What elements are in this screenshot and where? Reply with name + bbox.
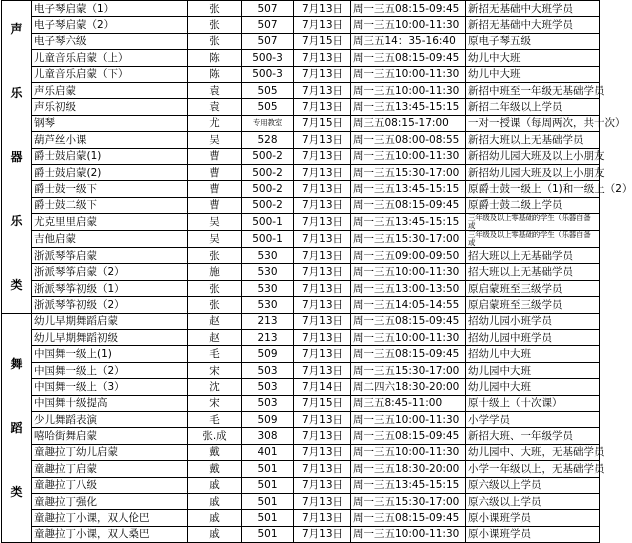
teacher-cell: 曹 xyxy=(188,181,242,197)
teacher-cell: 戚 xyxy=(188,493,242,509)
table-row xyxy=(2,526,600,542)
note-cell: 三年级及以上零基础的学生（乐器自备或 xyxy=(466,214,600,231)
room-cell: 专用教室 xyxy=(242,115,294,131)
course-name: 儿童音乐启蒙（上） xyxy=(32,50,188,66)
table-row xyxy=(2,330,600,346)
room-cell: 500-1 xyxy=(242,231,294,248)
time-cell: 周一三五15:30-17:00 xyxy=(351,164,466,180)
course-name: 中国舞十级提高 xyxy=(32,395,188,411)
room-cell: 530 xyxy=(242,297,294,313)
date-cell: 7月13日 xyxy=(294,66,351,82)
room-cell: 503 xyxy=(242,379,294,395)
date-cell: 7月13日 xyxy=(294,297,351,313)
time-cell: 周一三五13:00-13:50 xyxy=(351,280,466,296)
table-row xyxy=(2,50,600,66)
teacher-cell: 曹 xyxy=(188,164,242,180)
teacher-cell: 张 xyxy=(188,280,242,296)
table-row xyxy=(2,214,600,231)
table-row xyxy=(2,297,600,313)
teacher-cell: 袁 xyxy=(188,82,242,98)
room-cell: 530 xyxy=(242,248,294,264)
time-cell: 周三五8:45-11:00 xyxy=(351,395,466,411)
room-cell: 505 xyxy=(242,82,294,98)
course-name: 爵士鼓启蒙(1) xyxy=(32,148,188,164)
room-cell: 507 xyxy=(242,33,294,49)
time-cell: 周一三五15:30-17:00 xyxy=(351,231,466,248)
date-cell: 7月13日 xyxy=(294,50,351,66)
room-cell: 500-2 xyxy=(242,164,294,180)
date-cell: 7月13日 xyxy=(294,181,351,197)
note-cell: 招大班以上无基础学员 xyxy=(466,264,600,280)
time-cell: 周一三五08:15-09:45 xyxy=(351,197,466,213)
note-cell: 新招二年级以上学员 xyxy=(466,99,600,115)
teacher-cell: 吴 xyxy=(188,214,242,231)
table-row xyxy=(2,493,600,509)
teacher-cell: 张.成 xyxy=(188,428,242,444)
course-name: 浙派琴筝初级（1） xyxy=(32,280,188,296)
teacher-cell: 曹 xyxy=(188,148,242,164)
date-cell: 7月13日 xyxy=(294,197,351,213)
teacher-cell: 戚 xyxy=(188,477,242,493)
course-name: 幼儿早期舞蹈启蒙 xyxy=(32,313,188,329)
note-cell: 小学学员 xyxy=(466,411,600,427)
note-cell: 新招中班至一年级无基础学员 xyxy=(466,82,600,98)
note-cell: 原六级以上学员 xyxy=(466,477,600,493)
time-cell: 周一三五08:15-09:45 xyxy=(351,313,466,329)
schedule-body xyxy=(2,1,632,543)
teacher-cell: 施 xyxy=(188,264,242,280)
note-cell: 原爵士鼓二级上学员 xyxy=(466,197,600,213)
course-name: 爵士鼓二级下 xyxy=(32,197,188,213)
note-cell: 原十级上（十次课） xyxy=(466,395,600,411)
time-cell: 周一三五10:00-11:30 xyxy=(351,444,466,460)
date-cell: 7月13日 xyxy=(294,346,351,362)
date-cell: 7月15日 xyxy=(294,33,351,49)
table-row xyxy=(2,280,600,296)
date-cell: 7月13日 xyxy=(294,510,351,526)
date-cell: 7月13日 xyxy=(294,164,351,180)
course-name: 声乐初级 xyxy=(32,99,188,115)
note-cell: 招幼儿中大班 xyxy=(466,346,600,362)
time-cell: 周一三五15:30-17:00 xyxy=(351,493,466,509)
time-cell: 周三五14：35-16:40 xyxy=(351,33,466,49)
time-cell: 周一三五13:45-15:15 xyxy=(351,214,466,231)
course-name: 吉他启蒙 xyxy=(32,231,188,248)
note-cell: 三年级及以上零基础的学生（乐器自备或 xyxy=(466,231,600,248)
course-name: 童趣拉丁强化 xyxy=(32,493,188,509)
room-cell: 509 xyxy=(242,346,294,362)
room-cell: 500-2 xyxy=(242,181,294,197)
course-name: 尤克里里启蒙 xyxy=(32,214,188,231)
table-row xyxy=(2,115,600,131)
room-cell: 501 xyxy=(242,526,294,542)
time-cell: 周一三五13:45-15:15 xyxy=(351,181,466,197)
time-cell: 周二四六18:30-20:00 xyxy=(351,379,466,395)
room-cell: 501 xyxy=(242,493,294,509)
date-cell: 7月13日 xyxy=(294,493,351,509)
teacher-cell: 袁 xyxy=(188,99,242,115)
date-cell: 7月13日 xyxy=(294,428,351,444)
date-cell: 7月13日 xyxy=(294,82,351,98)
table-row xyxy=(2,510,600,526)
time-cell: 周一三五08:15-09:45 xyxy=(351,428,466,444)
table-row xyxy=(2,17,600,33)
table-row xyxy=(2,82,600,98)
note-cell: 幼儿园中大班 xyxy=(466,379,600,395)
table-row xyxy=(2,231,600,248)
room-cell: 501 xyxy=(242,461,294,477)
date-cell: 7月13日 xyxy=(294,461,351,477)
time-cell: 周一三五18:30-20:00 xyxy=(351,461,466,477)
table-row xyxy=(2,181,600,197)
table-row xyxy=(2,66,600,82)
course-name: 童趣拉丁小课，双人桑巴 xyxy=(32,526,188,542)
teacher-cell: 张 xyxy=(188,1,242,17)
table-row xyxy=(2,477,600,493)
date-cell: 7月14日 xyxy=(294,379,351,395)
teacher-cell: 戴 xyxy=(188,461,242,477)
teacher-cell: 戚 xyxy=(188,510,242,526)
time-cell: 周一三五13:45-15:15 xyxy=(351,477,466,493)
date-cell: 7月15日 xyxy=(294,115,351,131)
schedule-table xyxy=(1,0,632,543)
teacher-cell: 毛 xyxy=(188,411,242,427)
time-cell: 周一三五08:00-08:55 xyxy=(351,132,466,148)
teacher-cell: 张 xyxy=(188,33,242,49)
note-cell: 招大班以上无基础学员 xyxy=(466,248,600,264)
date-cell: 7月13日 xyxy=(294,477,351,493)
room-cell: 500-3 xyxy=(242,66,294,82)
note-cell: 一对一授课（每周两次，共十次） xyxy=(466,115,600,131)
room-cell: 503 xyxy=(242,395,294,411)
table-row xyxy=(2,411,600,427)
time-cell: 周一三五09:00-09:50 xyxy=(351,248,466,264)
table-row xyxy=(2,99,600,115)
table-row xyxy=(2,362,600,378)
note-cell: 新招幼儿园大班及以上小朋友 xyxy=(466,148,600,164)
teacher-cell: 陈 xyxy=(188,66,242,82)
note-cell: 幼儿中大班 xyxy=(466,66,600,82)
date-cell: 7月13日 xyxy=(294,280,351,296)
room-cell: 501 xyxy=(242,477,294,493)
table-row xyxy=(2,428,600,444)
note-cell: 原启蒙班至三级学员 xyxy=(466,297,600,313)
course-name: 中国舞一级上（2） xyxy=(32,362,188,378)
time-cell: 周一三五10:00-11:30 xyxy=(351,526,466,542)
note-cell: 新招大班以上无基础学员 xyxy=(466,132,600,148)
table-row xyxy=(2,1,600,17)
course-name: 童趣拉丁启蒙 xyxy=(32,461,188,477)
category-cell xyxy=(2,313,32,542)
teacher-cell: 张 xyxy=(188,297,242,313)
teacher-cell: 张 xyxy=(188,17,242,33)
note-cell: 新招大班、一年级学员 xyxy=(466,428,600,444)
time-cell: 周一三五10:00-11:30 xyxy=(351,82,466,98)
room-cell: 500-2 xyxy=(242,148,294,164)
time-cell: 周一三五10:00-11:30 xyxy=(351,330,466,346)
table-row xyxy=(2,461,600,477)
teacher-cell: 戴 xyxy=(188,444,242,460)
course-name: 童趣拉丁八级 xyxy=(32,477,188,493)
table-row xyxy=(2,444,600,460)
date-cell: 7月13日 xyxy=(294,264,351,280)
room-cell: 507 xyxy=(242,1,294,17)
teacher-cell: 赵 xyxy=(188,330,242,346)
category-char: 乐 xyxy=(10,85,23,100)
table-row xyxy=(2,379,600,395)
date-cell: 7月13日 xyxy=(294,411,351,427)
time-cell: 周三五08:15-17:00 xyxy=(351,115,466,131)
room-cell: 401 xyxy=(242,444,294,460)
category-cell xyxy=(2,1,32,314)
date-cell: 7月13日 xyxy=(294,132,351,148)
course-name: 浙派琴筝启蒙（2） xyxy=(32,264,188,280)
note-cell: 原电子琴五级 xyxy=(466,33,600,49)
teacher-cell: 戚 xyxy=(188,526,242,542)
teacher-cell: 曹 xyxy=(188,197,242,213)
course-name: 少儿舞蹈表演 xyxy=(32,411,188,427)
table-row xyxy=(2,264,600,280)
room-cell: 500-3 xyxy=(242,50,294,66)
category-char: 器 xyxy=(10,149,23,164)
category-char: 声 xyxy=(10,21,23,36)
category-char: 乐 xyxy=(10,213,23,228)
table-row xyxy=(2,132,600,148)
time-cell: 周一三五10:00-11:30 xyxy=(351,66,466,82)
note-cell: 新招幼儿园大班及以上小朋友 xyxy=(466,164,600,180)
time-cell: 周一三五08:15-09:45 xyxy=(351,346,466,362)
course-name: 嘻哈街舞启蒙 xyxy=(32,428,188,444)
course-name: 中国舞一级上（3） xyxy=(32,379,188,395)
category-char: 舞 xyxy=(10,356,23,371)
note-cell: 新招无基础中大班学员 xyxy=(466,17,600,33)
room-cell: 505 xyxy=(242,99,294,115)
date-cell: 7月13日 xyxy=(294,231,351,248)
note-cell: 幼儿园中、大班，无基础学员 xyxy=(466,444,600,460)
room-cell: 507 xyxy=(242,17,294,33)
teacher-cell: 吴 xyxy=(188,132,242,148)
course-name: 童趣拉丁小课，双人伦巴 xyxy=(32,510,188,526)
date-cell: 7月13日 xyxy=(294,526,351,542)
room-cell: 500-1 xyxy=(242,214,294,231)
note-cell: 小学一年级以上，无基础学员 xyxy=(466,461,600,477)
time-cell: 周一三五08:15-09:45 xyxy=(351,50,466,66)
table-row xyxy=(2,164,600,180)
course-name: 浙派琴筝初级（2） xyxy=(32,297,188,313)
date-cell: 7月13日 xyxy=(294,444,351,460)
category-char: 类 xyxy=(10,484,23,499)
room-cell: 503 xyxy=(242,362,294,378)
room-cell: 530 xyxy=(242,280,294,296)
table-row xyxy=(2,33,600,49)
teacher-cell: 赵 xyxy=(188,313,242,329)
time-cell: 周一三五10:00-11:30 xyxy=(351,411,466,427)
room-cell: 213 xyxy=(242,313,294,329)
table-row xyxy=(2,148,600,164)
note-cell: 原小课班学员 xyxy=(466,526,600,542)
table-row xyxy=(2,197,600,213)
table-row xyxy=(2,313,600,329)
teacher-cell: 宋 xyxy=(188,362,242,378)
course-name: 中国舞一级上(1) xyxy=(32,346,188,362)
teacher-cell: 毛 xyxy=(188,346,242,362)
date-cell: 7月13日 xyxy=(294,330,351,346)
teacher-cell: 吴 xyxy=(188,231,242,248)
table-row xyxy=(2,395,600,411)
course-name: 电子琴启蒙（2） xyxy=(32,17,188,33)
time-cell: 周一三五13:45-15:15 xyxy=(351,99,466,115)
room-cell: 500-2 xyxy=(242,197,294,213)
course-name: 声乐启蒙 xyxy=(32,82,188,98)
category-char: 蹈 xyxy=(10,420,23,435)
time-cell: 周一三五08:15-09:45 xyxy=(351,510,466,526)
note-cell: 新招无基础中大班学员 xyxy=(466,1,600,17)
course-name: 爵士鼓启蒙(2) xyxy=(32,164,188,180)
course-name: 儿童音乐启蒙（下） xyxy=(32,66,188,82)
note-cell: 原启蒙班至三级学员 xyxy=(466,280,600,296)
note-cell: 幼儿中大班 xyxy=(466,50,600,66)
time-cell: 周一三五10:00-11:30 xyxy=(351,17,466,33)
room-cell: 213 xyxy=(242,330,294,346)
teacher-cell: 张 xyxy=(188,248,242,264)
time-cell: 周一三五14:05-14:55 xyxy=(351,297,466,313)
teacher-cell: 沈 xyxy=(188,379,242,395)
note-cell: 原六级以上学员 xyxy=(466,493,600,509)
course-name: 电子琴启蒙（1） xyxy=(32,1,188,17)
course-name: 电子琴六级 xyxy=(32,33,188,49)
teacher-cell: 尤 xyxy=(188,115,242,131)
date-cell: 7月13日 xyxy=(294,214,351,231)
note-cell: 幼儿园中大班 xyxy=(466,362,600,378)
date-cell: 7月13日 xyxy=(294,148,351,164)
category-char: 类 xyxy=(10,277,23,292)
room-cell: 308 xyxy=(242,428,294,444)
table-row xyxy=(2,346,600,362)
time-cell: 周一三五10:00-11:30 xyxy=(351,264,466,280)
date-cell: 7月13日 xyxy=(294,99,351,115)
table-row xyxy=(2,248,600,264)
room-cell: 528 xyxy=(242,132,294,148)
course-name: 爵士鼓一级下 xyxy=(32,181,188,197)
date-cell: 7月13日 xyxy=(294,313,351,329)
date-cell: 7月13日 xyxy=(294,17,351,33)
course-name: 幼儿早期舞蹈初级 xyxy=(32,330,188,346)
teacher-cell: 宋 xyxy=(188,395,242,411)
note-cell: 招幼儿园小班学员 xyxy=(466,313,600,329)
date-cell: 7月13日 xyxy=(294,362,351,378)
time-cell: 周一三五10:00-11:30 xyxy=(351,148,466,164)
course-name: 童趣拉丁幼儿启蒙 xyxy=(32,444,188,460)
course-name: 葫芦丝小课 xyxy=(32,132,188,148)
date-cell: 7月15日 xyxy=(294,395,351,411)
room-cell: 530 xyxy=(242,264,294,280)
course-name: 钢琴 xyxy=(32,115,188,131)
room-cell: 501 xyxy=(242,510,294,526)
room-cell: 509 xyxy=(242,411,294,427)
note-cell: 原爵士鼓一级上（1)和一级上（2） xyxy=(466,181,600,197)
time-cell: 周一三五08:15-09:45 xyxy=(351,1,466,17)
date-cell: 7月13日 xyxy=(294,1,351,17)
note-cell: 原小课班学员 xyxy=(466,510,600,526)
date-cell: 7月13日 xyxy=(294,248,351,264)
course-name: 浙派琴筝启蒙 xyxy=(32,248,188,264)
time-cell: 周一三五15:30-17:00 xyxy=(351,362,466,378)
teacher-cell: 陈 xyxy=(188,50,242,66)
note-cell: 招幼儿园中班学员 xyxy=(466,330,600,346)
